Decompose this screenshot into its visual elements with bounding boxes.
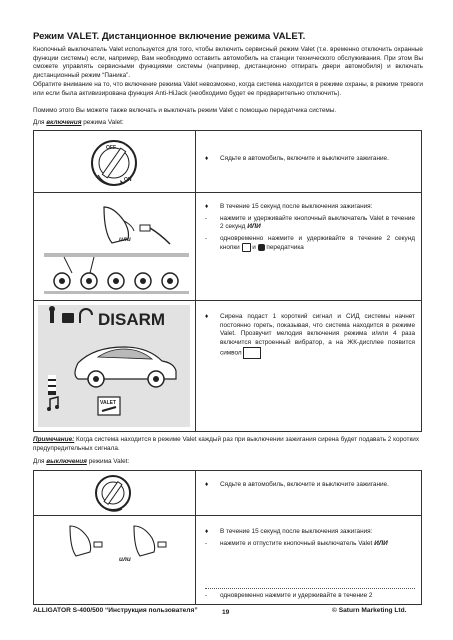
ign-on-label: ON [124, 177, 132, 183]
enable-step-1-row [34, 131, 421, 192]
or-label: или [119, 236, 131, 243]
tool-key-icon [258, 244, 265, 251]
disable-step-1-row [34, 471, 421, 515]
valet-badge-text: VALET [100, 400, 117, 406]
diamond-bullet-icon: ♦ [205, 481, 209, 488]
transmitter-keys-illustration [44, 251, 189, 297]
note-paragraph: Примечание: Когда система находится в режиме Valet каждый раз при выключении зажигания сирена будет подавать 2 коротких предупредительных сигнала. [33, 436, 420, 452]
disable-step-1-text: ♦ Сядьте в автомобиль, включите и выключите зажигание. [205, 481, 389, 488]
note-label: Примечание: [33, 436, 75, 443]
enable-step-1-text: ♦ Сядьте в автомобиль, включите и выключите зажигание. [205, 155, 389, 162]
diamond-bullet-icon: ♦ [205, 313, 209, 320]
lock-key-icon [242, 243, 251, 252]
disable-caption: Для выключения режима Valet: [33, 458, 130, 465]
enable-caption: Для включения режима Valet: [33, 119, 124, 126]
intro-paragraph: Кнопочный выключатель Valet используется для того, чтобы включить сервисный режим Valet (т.е. временно отключить охранные функции системы) если, например, Вам необходимо оставить автомобиль на станции технического обслуживания. При этом Вы сможете управлять сервисными функциями системы (например, дистанционно отпирать двери автомобиля) и включать дистанционный режим “Паника”. [33, 46, 423, 79]
footer-rule [33, 604, 422, 605]
enable-step-3-text: ♦ Сирена подаст 1 короткий сигнал и СИД системы начнет постоянно гореть, показывая, что система находится в режиме Valet. Прозвучит мелодия включения режима и/или 4 раза включится встроенный вибратор, а на ЖК-дисплее появится символ [205, 313, 415, 362]
lcd-display-illustration [38, 305, 190, 427]
disable-steps-table [33, 470, 422, 604]
enable-step-2-text: ♦ В течение 15 секунд после выключения зажигания: - нажмите и удерживайте кнопочный выключатель Valet в течение 2 секунд ИЛИ - одновременно нажмите и удерживайте в течение 2 секунд кнопки и передатчика [205, 203, 415, 252]
page-number: 19 [222, 609, 230, 616]
footer-product: ALLIGATOR S-400/500 “Инструкция пользователя” [33, 607, 198, 614]
disable-step-2-text: ♦ В течение 15 секунд после выключения зажигания: - нажмите и отпустите кнопочный выключатель Valet ИЛИ [205, 528, 388, 547]
diamond-bullet-icon: ♦ [205, 155, 209, 162]
transmitter-paragraph: Помимо этого Вы можете также включать и выключать режим Valet с помощью передатчика системы. [33, 107, 337, 114]
enable-step-3-row [34, 300, 421, 431]
enable-caption-bold: включения [46, 119, 82, 126]
ign-off-label: OFF [106, 145, 116, 151]
hand-press-button-illustration [94, 201, 174, 249]
footer-copyright: © Saturn Marketing Ltd. [332, 607, 407, 614]
page-title: Режим VALET. Дистанционное включение режима VALET. [33, 31, 306, 42]
enable-step-2-row [34, 192, 421, 300]
ignition-switch-illustration [88, 473, 138, 513]
disarm-display-text: DISARM [98, 310, 166, 329]
diamond-bullet-icon: ♦ [205, 203, 209, 210]
ignition-switch-illustration [84, 137, 144, 189]
enable-steps-table [33, 130, 422, 432]
valet-symbol-icon [243, 347, 261, 359]
disable-caption-bold: выключения [46, 458, 87, 465]
diamond-bullet-icon: ♦ [205, 528, 209, 535]
disable-step-2-row [34, 515, 421, 605]
disable-step-2b-text: - одновременно нажмите и удерживайте в течение 2 [205, 588, 415, 604]
warning-paragraph: Обратите внимание на то, что включение режима Valet невозможно, когда система находится в режиме охраны, в режиме тревоги или если была активизирована функция Anti-HiJack (необходимо будет ее предварительно отключить). [33, 81, 423, 97]
or-label: или [119, 556, 131, 563]
